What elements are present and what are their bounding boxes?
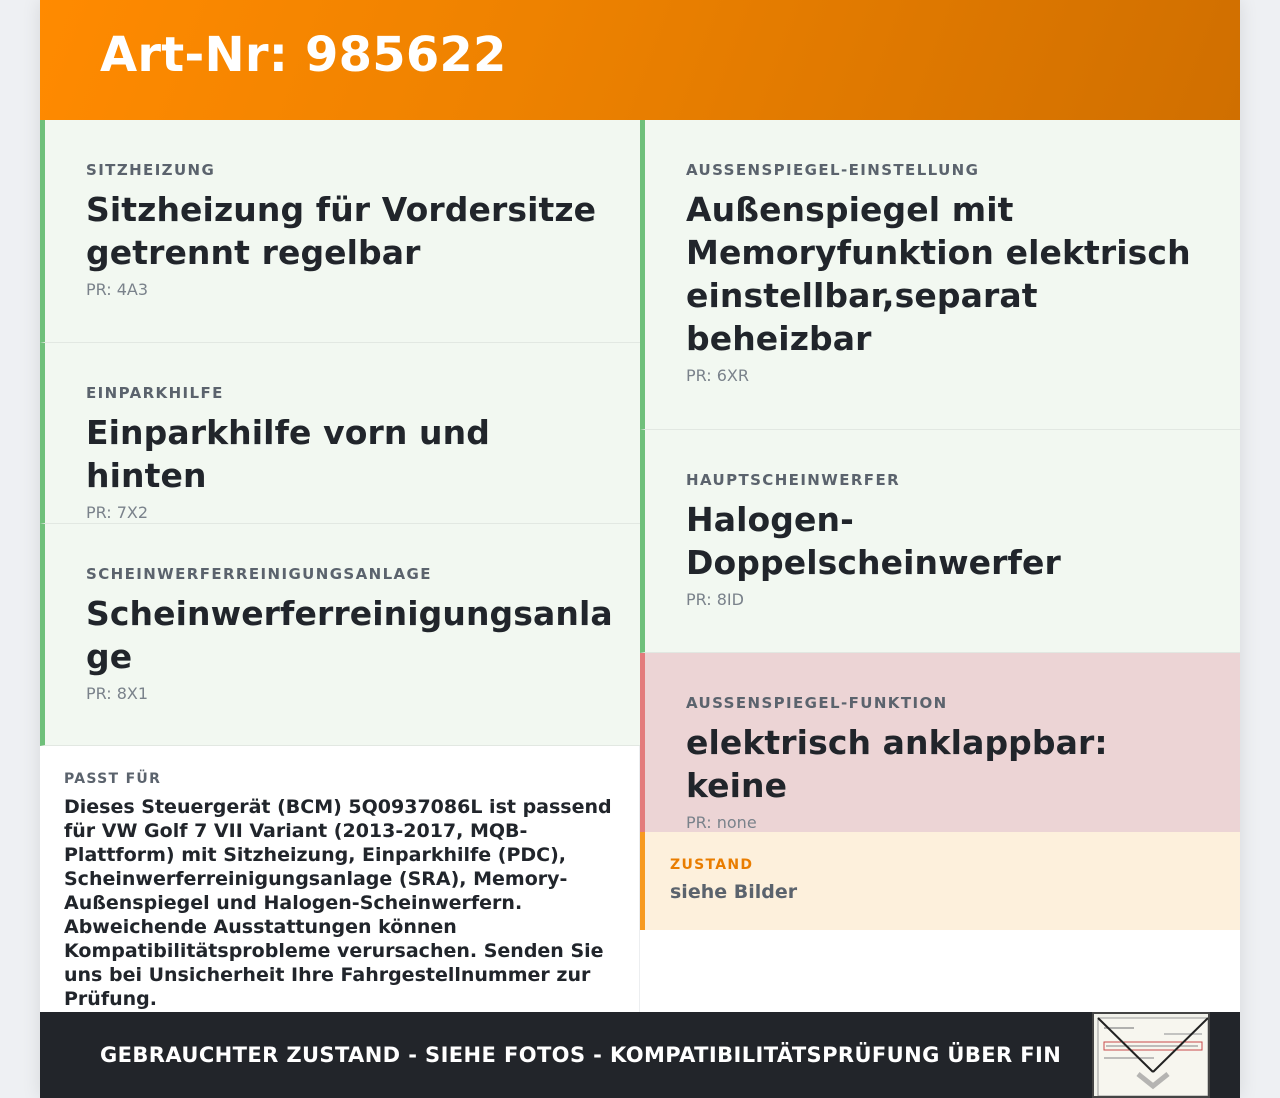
feature-card-hauptscheinwerfer (640, 430, 1240, 653)
compatibility-label: PASST FÜR (64, 771, 162, 787)
feature-card-scheinwerferreinigung (40, 524, 640, 746)
article-number-title: Art-Nr: 985622 (100, 27, 507, 83)
feature-value: Außenspiegel mit Memoryfunktion elektrisch einstellbar,separat beheizbar (686, 190, 1191, 358)
feature-label: AUSSENSPIEGEL-EINSTELLUNG (686, 161, 980, 179)
feature-card-sitzheizung (40, 120, 640, 343)
compatibility-text: Dieses Steuergerät (BCM) 5Q0937086L ist passend für VW Golf 7 VII Variant (2013-2017, MQB-Plattform) mit Sitzheizung, Einparkhilfe (PDC), Scheinwerferreinigungsanlage (SRA), Memory-Außenspiegel und Halogen-Scheinwerfern. Abweichende Ausstattungen können Kompatibilitätsprobleme verursachen. Senden Sie uns bei Unsicherheit Ihre Fahrgestellnummer zur Prüfung. (64, 796, 612, 1010)
feature-pr-code: PR: none (686, 813, 757, 832)
feature-column-left (40, 120, 640, 746)
condition-section (640, 832, 1240, 930)
feature-label: SCHEINWERFERREINIGUNGSANLAGE (86, 565, 432, 583)
feature-card-aussenspiegel-einstellung (640, 120, 1240, 430)
feature-label: AUSSENSPIEGEL-FUNKTION (686, 694, 948, 712)
feature-pr-code: PR: 8ID (686, 590, 744, 609)
feature-label: EINPARKHILFE (86, 384, 224, 402)
feature-value: Scheinwerferreinigungsanla ge (86, 594, 613, 676)
feature-value: Einparkhilfe vorn und hinten (86, 413, 490, 495)
footer-note: GEBRAUCHTER ZUSTAND - SIEHE FOTOS - KOMPATIBILITÄTSPRÜFUNG ÜBER FIN (100, 1043, 1062, 1067)
feature-card-einparkhilfe (40, 343, 640, 524)
footer-bar (40, 1012, 1240, 1098)
feature-value: Sitzheizung für Vordersitze getrennt regelbar (86, 190, 597, 272)
header-bar (40, 0, 1240, 120)
feature-label: HAUPTSCHEINWERFER (686, 471, 901, 489)
compatibility-section (40, 746, 640, 1012)
document-photo-icon (1094, 1014, 1210, 1098)
feature-pr-code: PR: 4A3 (86, 280, 149, 299)
feature-card-aussenspiegel-funktion (640, 653, 1240, 832)
feature-label: SITZHEIZUNG (86, 161, 216, 179)
feature-pr-code: PR: 7X2 (86, 503, 149, 522)
feature-pr-code: PR: 6XR (686, 366, 750, 385)
feature-column-right (640, 120, 1240, 832)
feature-value: elektrisch anklappbar: keine (686, 723, 1108, 805)
condition-text: siehe Bilder (670, 881, 798, 903)
feature-value: Halogen-Doppelscheinwerfer (686, 500, 1061, 582)
condition-label: ZUSTAND (670, 857, 754, 873)
product-sheet (40, 0, 1240, 1098)
document-thumbnail-image[interactable] (1092, 1012, 1210, 1098)
feature-pr-code: PR: 8X1 (86, 684, 149, 703)
